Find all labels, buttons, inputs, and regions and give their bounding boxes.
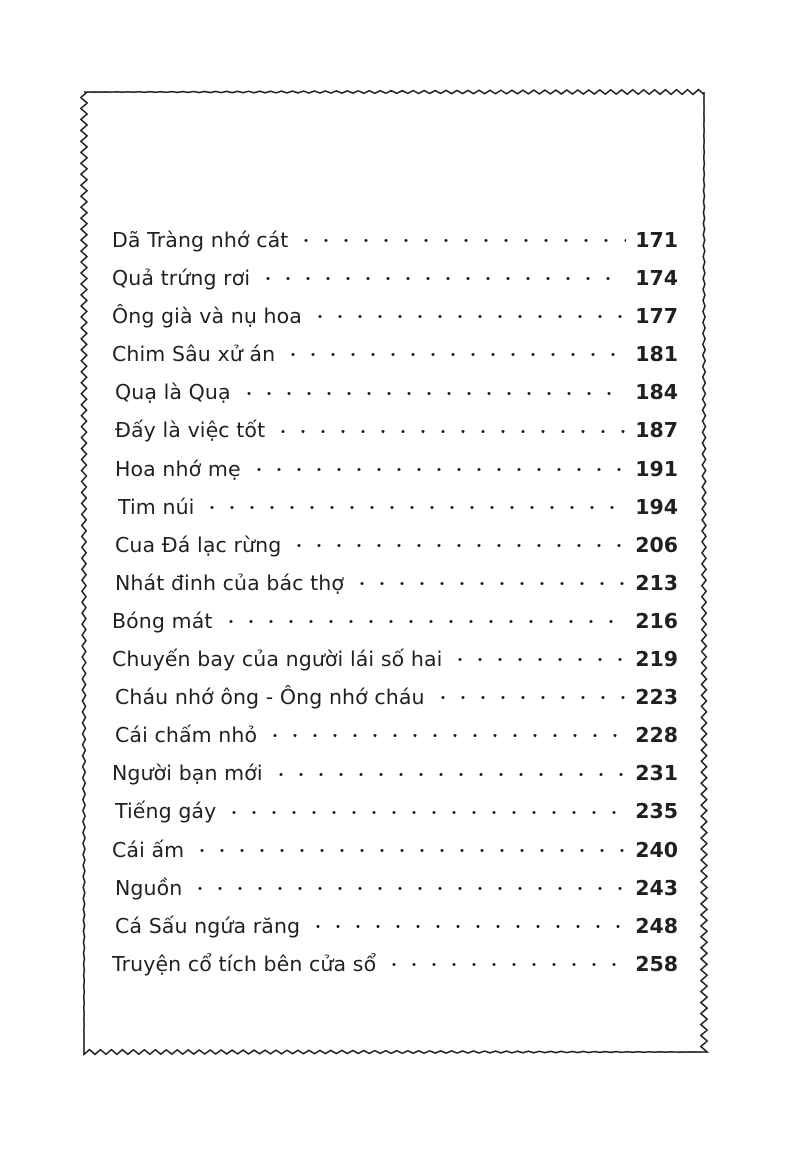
toc-entry-title: Cái ấm <box>112 837 185 862</box>
toc-entry-title: Đấy là việc tốt <box>115 418 266 443</box>
toc-entry[interactable] <box>112 838 678 876</box>
toc-entry-title: Tiếng gáy <box>115 799 217 824</box>
toc-entry[interactable] <box>112 533 678 571</box>
toc-entry-title: Dã Tràng nhớ cát <box>112 228 289 252</box>
toc-entry-page-number: 240 <box>635 837 678 862</box>
toc-leader-dots <box>352 574 626 590</box>
toc-entry-page-number: 231 <box>635 761 678 786</box>
toc-entry-title: Chuyến bay của người lái số hai <box>112 647 443 672</box>
toc-entry[interactable] <box>112 685 678 723</box>
toc-leader-dots <box>308 917 626 933</box>
toc-entry[interactable] <box>112 609 678 647</box>
toc-entry-page-number: 187 <box>635 418 678 443</box>
toc-entry[interactable] <box>112 914 678 952</box>
toc-entry-title: Chim Sâu xử án <box>112 342 276 367</box>
toc-entry[interactable] <box>112 495 678 533</box>
toc-entry[interactable] <box>112 761 678 799</box>
toc-entry[interactable] <box>112 418 678 456</box>
toc-entry[interactable] <box>112 304 678 342</box>
toc-entry-title: Nhát đinh của bác thợ <box>115 570 345 595</box>
toc-leader-dots <box>192 841 626 857</box>
toc-leader-dots <box>202 498 626 514</box>
toc-entry-page-number: 191 <box>635 456 678 481</box>
toc-entry[interactable] <box>112 952 678 990</box>
toc-leader-dots <box>289 536 626 552</box>
toc-entry[interactable] <box>112 723 678 761</box>
toc-entry-title: Bóng mát <box>112 608 213 633</box>
toc-entry[interactable] <box>112 647 678 685</box>
toc-leader-dots <box>433 688 626 704</box>
toc-leader-dots <box>249 460 626 476</box>
toc-leader-dots <box>239 383 626 399</box>
toc-entry-page-number: 223 <box>635 685 678 710</box>
toc-leader-dots <box>190 879 626 895</box>
toc-entry-title: Tim núi <box>118 494 195 519</box>
toc-entry[interactable] <box>112 342 678 380</box>
toc-entry-title: Ông già và nụ hoa <box>112 304 302 329</box>
toc-entry-page-number: 171 <box>635 228 678 252</box>
toc-entry-page-number: 177 <box>635 304 678 329</box>
toc-leader-dots <box>273 421 626 437</box>
table-of-contents <box>112 228 678 990</box>
toc-leader-dots <box>310 307 626 323</box>
toc-entry-title: Người bạn mới <box>112 761 263 786</box>
toc-entry[interactable] <box>112 228 678 266</box>
toc-entry-title: Cua Đá lạc rừng <box>115 532 282 557</box>
toc-entry[interactable] <box>112 380 678 418</box>
toc-leader-dots <box>450 650 626 666</box>
toc-entry-title: Truyện cổ tích bên cửa sổ <box>112 951 377 976</box>
toc-entry-page-number: 194 <box>635 494 678 519</box>
toc-entry-title: Quả trứng rơi <box>112 266 251 291</box>
toc-entry[interactable] <box>112 571 678 609</box>
toc-entry-title: Cái chấm nhỏ <box>115 723 258 748</box>
toc-entry-page-number: 174 <box>635 266 678 291</box>
toc-entry-page-number: 228 <box>635 723 678 748</box>
toc-leader-dots <box>258 269 626 285</box>
toc-entry-page-number: 184 <box>635 380 678 405</box>
toc-entry-title: Cá Sấu ngứa răng <box>115 913 301 938</box>
toc-leader-dots <box>265 726 626 742</box>
toc-leader-dots <box>224 802 626 818</box>
toc-leader-dots <box>283 345 626 361</box>
toc-entry-page-number: 206 <box>635 532 678 557</box>
toc-entry-title: Hoa nhớ mẹ <box>115 456 241 481</box>
toc-entry-page-number: 216 <box>635 608 678 633</box>
toc-leader-dots <box>271 764 626 780</box>
toc-leader-dots <box>296 231 626 247</box>
toc-leader-dots <box>221 612 627 628</box>
toc-entry-page-number: 235 <box>635 799 678 824</box>
toc-entry-title: Nguồn <box>115 875 183 900</box>
toc-entry-page-number: 181 <box>635 342 678 367</box>
toc-entry-title: Cháu nhớ ông - Ông nhớ cháu <box>115 685 425 710</box>
toc-entry[interactable] <box>112 876 678 914</box>
toc-entry[interactable] <box>112 457 678 495</box>
toc-entry-page-number: 213 <box>635 570 678 595</box>
toc-entry-title: Quạ là Quạ <box>115 380 231 405</box>
toc-entry[interactable] <box>112 799 678 837</box>
toc-entry-page-number: 219 <box>635 647 678 672</box>
toc-leader-dots <box>384 955 626 971</box>
toc-entry-page-number: 243 <box>635 875 678 900</box>
toc-entry-page-number: 258 <box>635 951 678 976</box>
toc-entry[interactable] <box>112 266 678 304</box>
toc-entry-page-number: 248 <box>635 913 678 938</box>
